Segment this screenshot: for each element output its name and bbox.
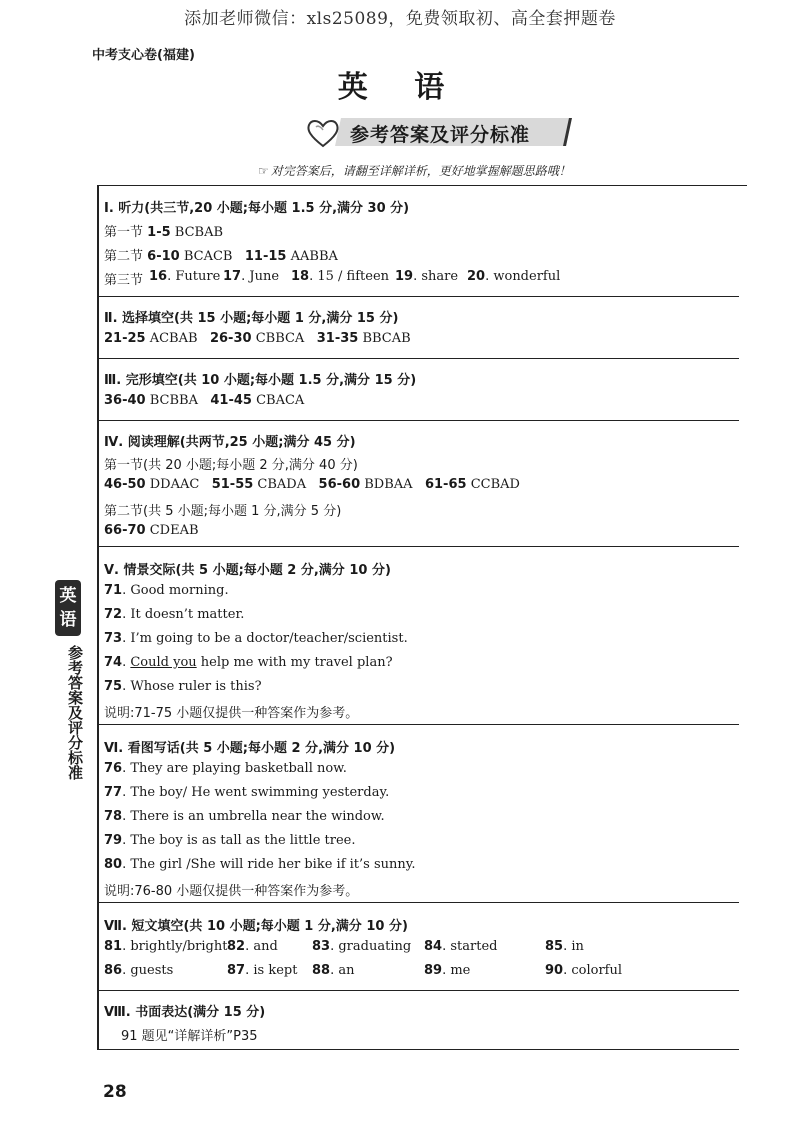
section-multiple-choice	[99, 297, 739, 359]
page-number: 28	[103, 1082, 127, 1102]
section-header: Ⅱ. 选择填空(共 15 小题;每小题 1 分,满分 15 分)	[104, 311, 399, 326]
answer-line	[104, 269, 143, 288]
answer-text: BCACB	[183, 249, 233, 264]
answer-item: 89. me	[424, 963, 471, 978]
answer-item: 88. an	[312, 963, 355, 978]
list-item: 80. The girl /She will ride her bike if it’s sunny.	[104, 857, 416, 872]
list-item: 73. I’m going to be a doctor/teacher/scientist.	[104, 631, 408, 646]
subsection-label: 第一节(共 20 小题;每小题 2 分,满分 40 分)	[104, 458, 358, 473]
answer-line	[104, 221, 223, 240]
question-range: 11-15	[244, 249, 287, 264]
section-picture-writing	[99, 725, 739, 903]
answer-text: BCBAB	[174, 225, 224, 240]
watermark-text: 添加老师微信：xls25089，免费领取初、高全套押题卷	[184, 9, 616, 29]
question-range: 1-5	[147, 225, 171, 240]
answer-item: 83. graduating	[312, 939, 412, 954]
banner-title: 参考答案及评分标准	[350, 124, 531, 146]
subsection-label: 第二节	[104, 249, 144, 264]
answer-line: 46-50 DDAAC 51-55 CBADA 56-60 BDBAA 61-65 CCBAD	[104, 477, 520, 492]
answer-item: 16. Future	[149, 269, 221, 284]
tip-line	[258, 162, 571, 179]
list-item: 77. The boy/ He went swimming yesterday.	[104, 785, 390, 800]
answer-item: 18. 15 / fifteen	[291, 269, 390, 284]
answer-key-banner	[306, 116, 576, 150]
answer-line	[104, 245, 338, 264]
series-title: 中考支心卷(福建)	[92, 48, 195, 63]
subsection-label: 第一节	[104, 225, 144, 240]
answer-line: 66-70 CDEAB	[104, 523, 199, 538]
side-tab	[55, 580, 84, 782]
note-text: 说明:76-80 小题仅提供一种答案作为参考。	[104, 884, 359, 899]
list-item: 78. There is an umbrella near the window.	[104, 809, 385, 824]
answer-line: 36-40 BCBBA 41-45 CBACA	[104, 393, 305, 408]
page-title: 英 语	[337, 70, 463, 105]
answer-item: 19. share	[395, 269, 459, 284]
answer-line: 21-25 ACBAB 26-30 CBBCA 31-35 BBCAB	[104, 331, 411, 346]
answer-item: 81. brightly/bright	[104, 939, 228, 954]
section-dialogue	[99, 547, 739, 725]
side-tab-subject	[55, 580, 81, 636]
list-item: 76. They are playing basketball now.	[104, 761, 347, 776]
answer-item: 84. started	[424, 939, 498, 954]
pointing-hand-icon: ☞	[258, 164, 269, 178]
section-divider	[99, 1049, 739, 1050]
section-header: Ⅰ. 听力(共三节,20 小题;每小题 1.5 分,满分 30 分)	[104, 201, 410, 216]
writing-reference: 91 题见“详解详析”P35	[121, 1029, 258, 1044]
subsection-label: 第三节	[104, 273, 144, 288]
side-tab-label: 参考答案及评分标准	[66, 644, 84, 780]
answer-item: 87. is kept	[227, 963, 298, 978]
section-listening	[99, 185, 739, 297]
note-text: 说明:71-75 小题仅提供一种答案作为参考。	[104, 706, 359, 721]
side-tab-char: 语	[59, 610, 77, 630]
section-cloze	[99, 359, 739, 421]
answer-item: 86. guests	[104, 963, 174, 978]
subsection-label: 第二节(共 5 小题;每小题 1 分,满分 5 分)	[104, 504, 342, 519]
answer-item: 20. wonderful	[467, 269, 561, 284]
question-range: 6-10	[147, 249, 180, 264]
answer-box	[97, 185, 747, 1050]
section-header: Ⅳ. 阅读理解(共两节,25 小题;满分 45 分)	[104, 435, 356, 450]
section-header: Ⅷ. 书面表达(满分 15 分)	[104, 1005, 266, 1020]
section-header: Ⅶ. 短文填空(共 10 小题;每小题 1 分,满分 10 分)	[104, 919, 408, 934]
section-header: Ⅵ. 看图写话(共 5 小题;每小题 2 分,满分 10 分)	[104, 741, 396, 756]
section-header: Ⅲ. 完形填空(共 10 小题;每小题 1.5 分,满分 15 分)	[104, 373, 417, 388]
tip-text: 对完答案后，请翻至详解详析，更好地掌握解题思路哦！	[270, 164, 571, 178]
section-reading	[99, 421, 739, 547]
side-tab-char: 英	[59, 586, 77, 606]
section-passage-fill	[99, 903, 739, 991]
section-writing	[99, 991, 739, 1050]
answer-item: 85. in	[545, 939, 584, 954]
list-item: 75. Whose ruler is this?	[104, 679, 262, 694]
answer-item: 17. June	[223, 269, 280, 284]
list-item: 74. Could you help me with my travel plan?	[104, 655, 393, 670]
answer-text: AABBA	[290, 249, 338, 264]
list-item: 71. Good morning.	[104, 583, 229, 598]
answer-item: 82. and	[227, 939, 278, 954]
section-header: Ⅴ. 情景交际(共 5 小题;每小题 2 分,满分 10 分)	[104, 563, 391, 578]
answer-item: 90. colorful	[545, 963, 623, 978]
list-item: 72. It doesn’t matter.	[104, 607, 245, 622]
list-item: 79. The boy is as tall as the little tree.	[104, 833, 356, 848]
